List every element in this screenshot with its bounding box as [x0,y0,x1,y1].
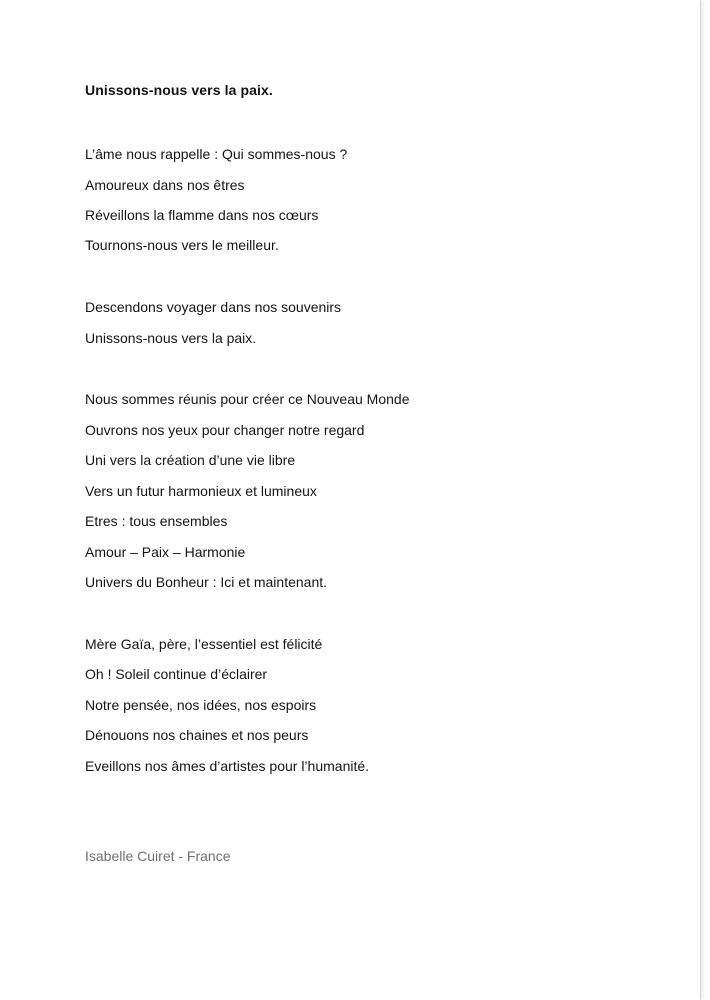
poem-line: Eveillons nos âmes d’artistes pour l’humanité. [85,758,370,774]
poem-line: L’âme nous rappelle : Qui sommes-nous ? [85,146,348,162]
poem-line: Etres : tous ensembles [85,513,228,529]
poem-line: Réveillons la flamme dans nos cœurs [85,207,319,223]
poem-line: Dénouons nos chaines et nos peurs [85,727,309,743]
poem-line: Mère Gaïa, père, l’essentiel est félicité [85,636,323,652]
poem-line: Amour – Paix – Harmonie [85,544,246,560]
author-signature: Isabelle Cuiret - France [85,848,231,864]
poem-line: Ouvrons nos yeux pour changer notre regard [85,422,365,438]
poem-line: Oh ! Soleil continue d’éclairer [85,666,268,682]
poem-title: Unissons-nous vers la paix. [85,82,273,98]
poem-line: Amoureux dans nos êtres [85,177,245,193]
poem-line: Notre pensée, nos idées, nos espoirs [85,697,317,713]
poem-line: Unissons-nous vers la paix. [85,330,257,346]
poem-line: Descendons voyager dans nos souvenirs [85,299,342,315]
poem-line: Tournons-nous vers le meilleur. [85,237,279,253]
poem-line: Uni vers la création d’une vie libre [85,452,296,468]
poem-line: Vers un futur harmonieux et lumineux [85,483,317,499]
poem-line: Nous sommes réunis pour créer ce Nouveau Monde [85,391,410,407]
poem-line: Univers du Bonheur : Ici et maintenant. [85,574,328,590]
